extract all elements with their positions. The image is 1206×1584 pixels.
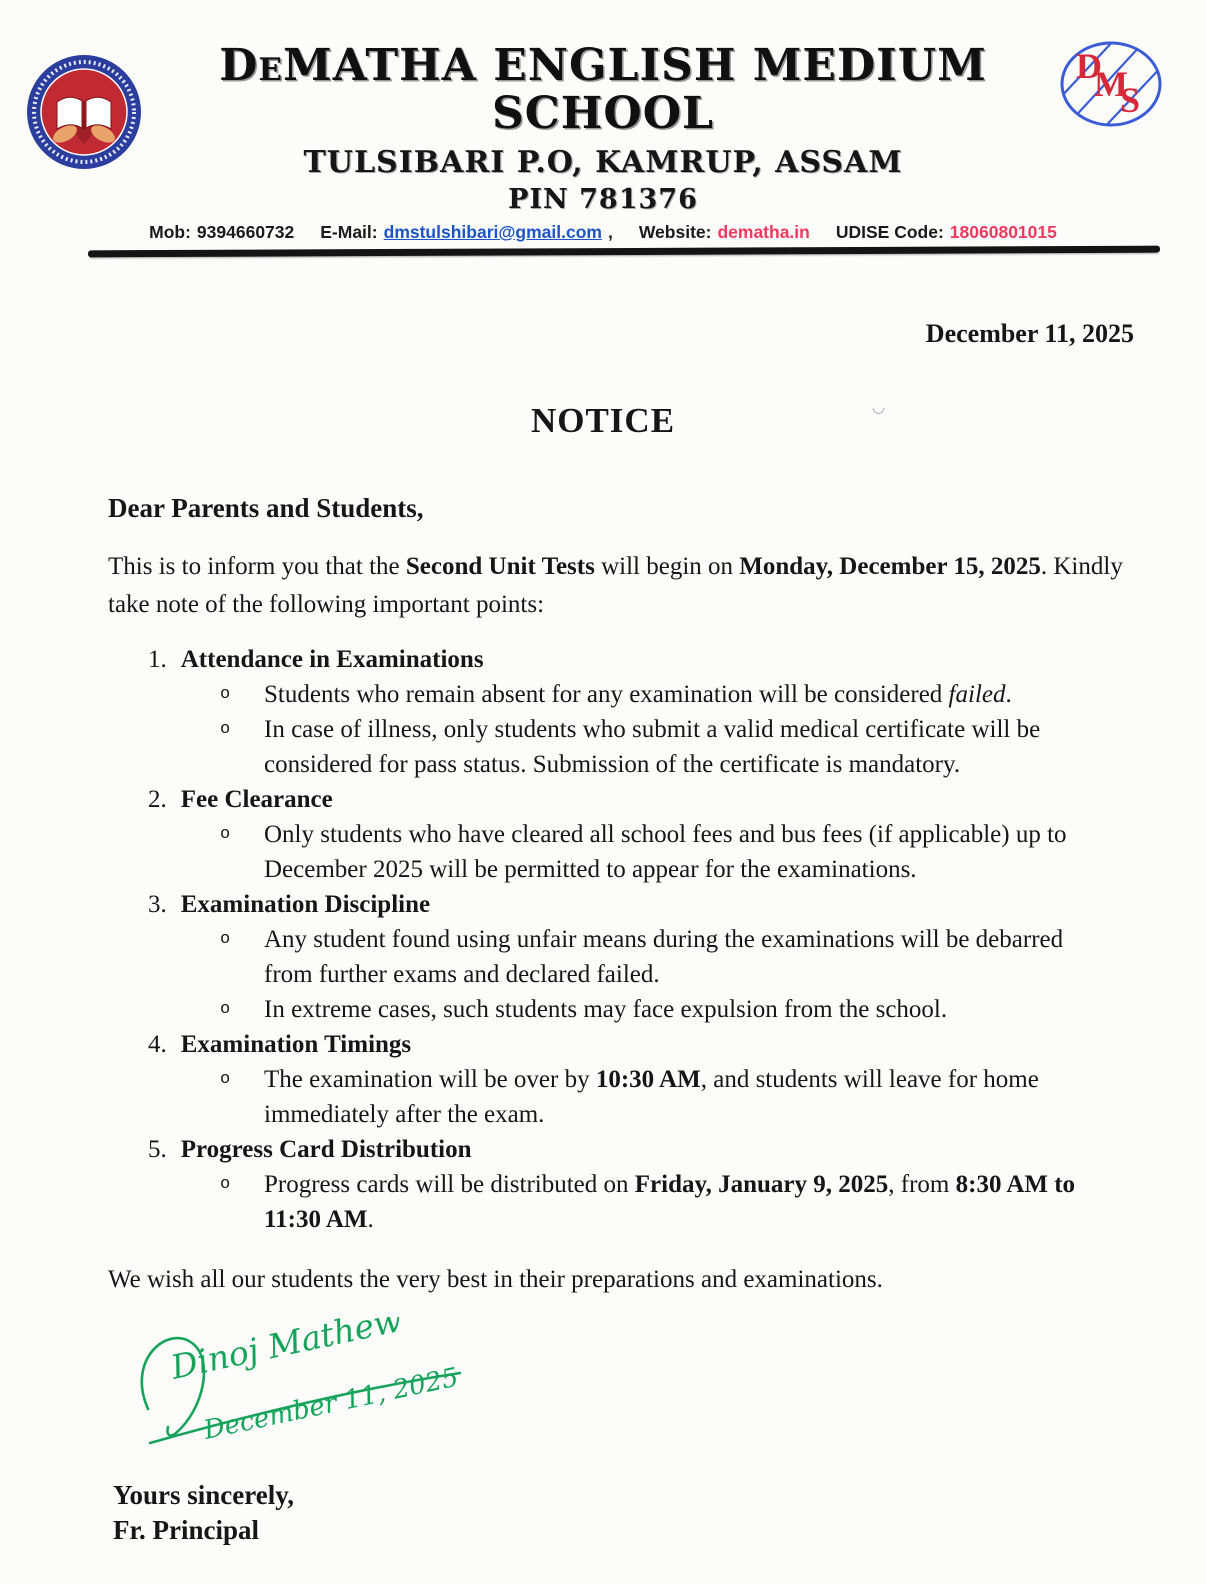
item-number: 3. (148, 890, 167, 918)
principal-signature (118, 1317, 538, 1469)
list-item (108, 642, 1134, 782)
website-label: Website: (638, 221, 712, 242)
item-number: 5. (148, 1135, 167, 1163)
item-heading: Examination Discipline (180, 890, 431, 918)
bullet-row (108, 922, 1134, 992)
bullet-marker-icon: o (220, 929, 231, 949)
item-number: 2. (148, 785, 167, 813)
contact-email (320, 222, 613, 243)
item-heading: Attendance in Examinations (180, 645, 484, 673)
item-heading-row (108, 1132, 1134, 1167)
bullet-text: Only students who have cleared all school fees and bus fees (if applicable) up to December 2025 will be permitted to appear for the examinations. (264, 820, 1067, 883)
email-link[interactable]: dmstulshibari@gmail.com (383, 221, 602, 242)
signature-name: Dinoj Mathew (167, 1316, 406, 1387)
signoff-line-1: Yours sincerely, (113, 1479, 294, 1510)
email-suffix: , (607, 221, 613, 242)
signoff-line-2: Fr. Principal (113, 1514, 259, 1545)
item-heading: Fee Clearance (180, 785, 333, 813)
intro-paragraph: This is to inform you that the Second Unit Tests will begin on Monday, December 15, 2025. Kindly take note of the following important points: (108, 552, 1123, 618)
header-divider (88, 245, 1160, 257)
dms-monogram-icon (1056, 38, 1166, 130)
website-value: dematha.in (717, 221, 810, 242)
bullet-row (108, 1062, 1134, 1132)
item-heading-row (108, 782, 1134, 817)
notice-date: December 11, 2025 (925, 318, 1134, 348)
bullet-marker-icon: o (220, 719, 231, 739)
bullet-row (108, 992, 1134, 1027)
school-name: DeMATHA ENGLISH MEDIUM SCHOOL (219, 40, 987, 140)
item-heading: Progress Card Distribution (180, 1135, 472, 1163)
list-item (108, 782, 1134, 887)
item-number: 1. (148, 645, 167, 673)
school-pin: PIN 781376 (508, 183, 698, 215)
salutation: Dear Parents and Students, (108, 492, 424, 523)
item-heading-row (108, 887, 1134, 922)
list-item (108, 1132, 1134, 1237)
notice-title: NOTICE (530, 400, 676, 440)
school-emblem-icon (24, 52, 144, 172)
contact-line (0, 222, 1206, 243)
bullet-marker-icon: o (220, 1069, 231, 1089)
signature-date: December 11, 2025 (201, 1362, 462, 1446)
bullet-text: In extreme cases, such students may face expulsion from the school. (264, 995, 948, 1023)
monogram-letter-d: D (1076, 46, 1102, 86)
bullet-text: Students who remain absent for any examination will be considered failed. (264, 680, 1012, 708)
bullet-text: Progress cards will be distributed on Friday, January 9, 2025, from 8:30 AM to 11:30 AM. (264, 1170, 1076, 1233)
bullet-text: Any student found using unfair means during the examinations will be debarred from further exams and declared failed. (264, 925, 1064, 988)
bullet-row (108, 677, 1134, 712)
bullet-marker-icon: o (220, 1174, 231, 1194)
school-address: TULSIBARI P.O, KAMRUP, ASSAM (303, 144, 903, 180)
item-heading-row (108, 642, 1134, 677)
letterhead (0, 0, 1206, 255)
mobile-label: Mob: (149, 221, 191, 242)
mobile-number: 9394660732 (196, 221, 295, 242)
item-heading: Examination Timings (180, 1030, 412, 1058)
bullet-text: In case of illness, only students who submit a valid medical certificate will be considered for pass status. Submission of the certificate is mandatory. (264, 715, 1041, 778)
points-list (108, 642, 1134, 1237)
monogram-letter-m: M (1094, 64, 1128, 104)
item-heading-row (108, 1027, 1134, 1062)
monogram-letter-s: S (1120, 80, 1141, 120)
email-label: E-Mail: (320, 221, 378, 242)
udise-label: UDISE Code: (835, 221, 944, 242)
bullet-marker-icon: o (220, 684, 231, 704)
item-number: 4. (148, 1030, 167, 1058)
contact-udise (836, 222, 1057, 243)
bullet-text: The examination will be over by 10:30 AM, and students will leave for home immediately after the exam. (264, 1065, 1039, 1128)
bullet-marker-icon: o (220, 824, 231, 844)
list-item (108, 887, 1134, 1027)
contact-mobile (149, 222, 294, 243)
signoff (113, 1478, 1134, 1548)
closing-paragraph: We wish all our students the very best in their preparations and examinations. (108, 1265, 883, 1293)
bullet-row (108, 1167, 1134, 1237)
udise-value: 18060801015 (949, 221, 1057, 242)
bullet-row (108, 712, 1134, 782)
contact-website (639, 222, 810, 243)
notice-body (108, 493, 1134, 1548)
bullet-row (108, 817, 1134, 887)
bullet-marker-icon: o (220, 999, 231, 1019)
scan-artifact: ◡ (872, 400, 886, 416)
list-item (108, 1027, 1134, 1132)
